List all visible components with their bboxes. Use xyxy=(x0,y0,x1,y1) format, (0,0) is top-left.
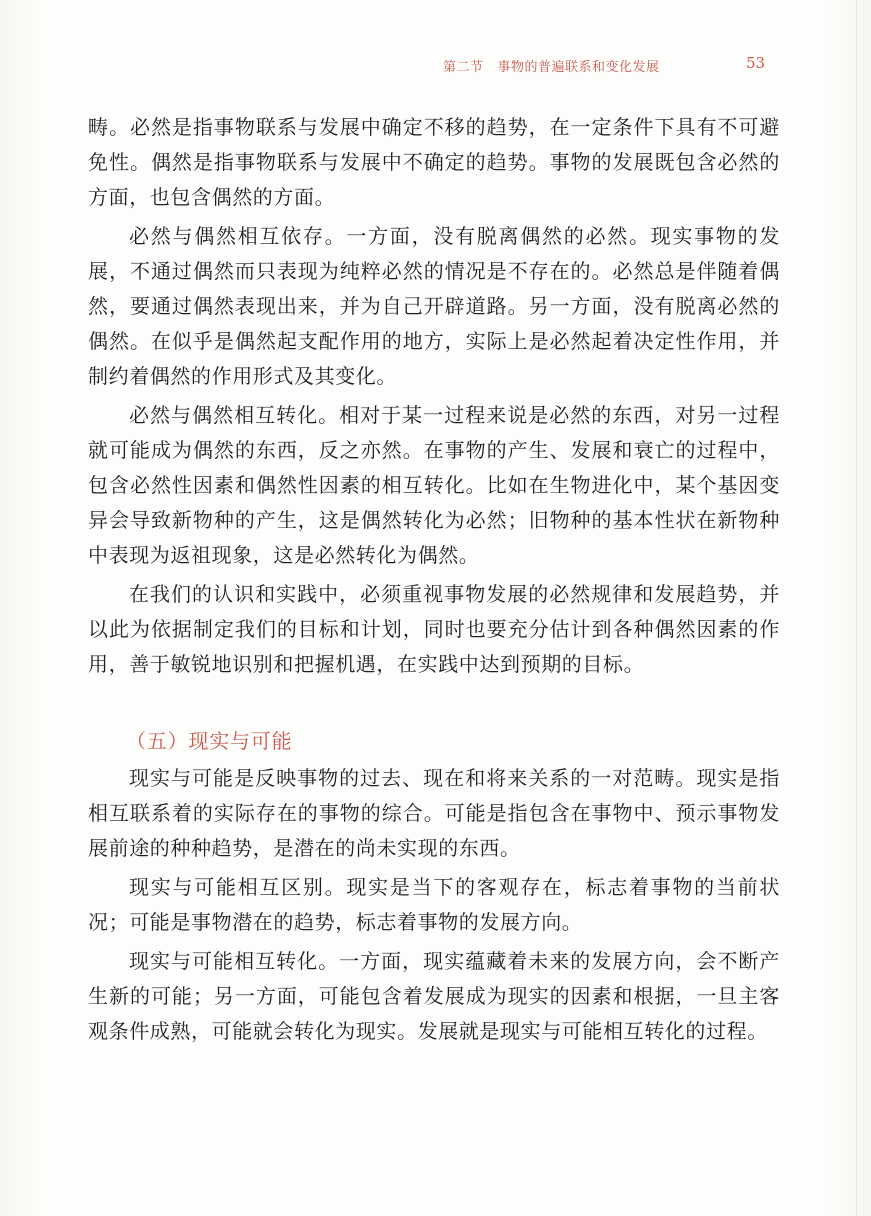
paragraph-reality-possibility-distinction: 现实与可能相互区别。现实是当下的客观存在，标志着事物的当前状况；可能是事物潜在的趋势，标志着事物的发展方向。 xyxy=(88,875,780,934)
running-header xyxy=(0,54,871,76)
paragraph-reality-possibility-definition: 现实与可能是反映事物的过去、现在和将来关系的一对范畴。现实是指相互联系着的实际存在的事物的综合。可能是指包含在事物中、预示事物发展前途的种种趋势，是潜在的尚未实现的东西。 xyxy=(88,766,780,860)
paragraph-practice: 在我们的认识和实践中，必须重视事物发展的必然规律和发展趋势，并以此为依据制定我们的目标和计划，同时也要充分估计到各种偶然因素的作用，善于敏锐地识别和把握机遇，在实践中达到预期的目标。 xyxy=(88,582,780,676)
page-number: 53 xyxy=(746,54,766,72)
header-section-title: 事物的普遍联系和变化发展 xyxy=(497,60,660,75)
paragraph-necessity-contingency-interdependence: 必然与偶然相互依存。一方面，没有脱离偶然的必然。现实事物的发展，不通过偶然而只表现为纯粹必然的情况是不存在的。必然总是伴随着偶然，要通过偶然表现出来，并为自己开辟道路。另一方面，没有脱离必然的偶然。在似乎是偶然起支配作用的地方，实际上是必然起着决定性作用，并制约着偶然的作用形式及其变化。 xyxy=(88,224,780,388)
section-reality-possibility xyxy=(88,761,780,1049)
page-edge-shadow xyxy=(856,0,857,1216)
header-section-label: 第二节 xyxy=(443,60,484,75)
section-heading: （五）现实与可能 xyxy=(126,729,293,753)
paragraph-necessity-contingency-transformation: 必然与偶然相互转化。相对于某一过程来说是必然的东西，对另一过程就可能成为偶然的东西，反之亦然。在事物的产生、发展和衰亡的过程中，包含必然性因素和偶然性因素的相互转化。比如在生物进化中，某个基因变异会导致新物种的产生，这是偶然转化为必然；旧物种的基本性状在新物种中表现为返祖现象，这是必然转化为偶然。 xyxy=(88,403,780,567)
paragraph-continuation: 畴。必然是指事物联系与发展中确定不移的趋势，在一定条件下具有不可避免性。偶然是指事物联系与发展中不确定的趋势。事物的发展既包含必然的方面，也包含偶然的方面。 xyxy=(88,115,780,209)
paragraph-reality-possibility-transformation: 现实与可能相互转化。一方面，现实蕴藏着未来的发展方向，会不断产生新的可能；另一方面，可能包含着发展成为现实的因素和根据，一旦主客观条件成熟，可能就会转化为现实。发展就是现实与可能相互转化的过程。 xyxy=(88,949,780,1043)
body-text xyxy=(88,110,780,1049)
header-section xyxy=(443,56,660,75)
